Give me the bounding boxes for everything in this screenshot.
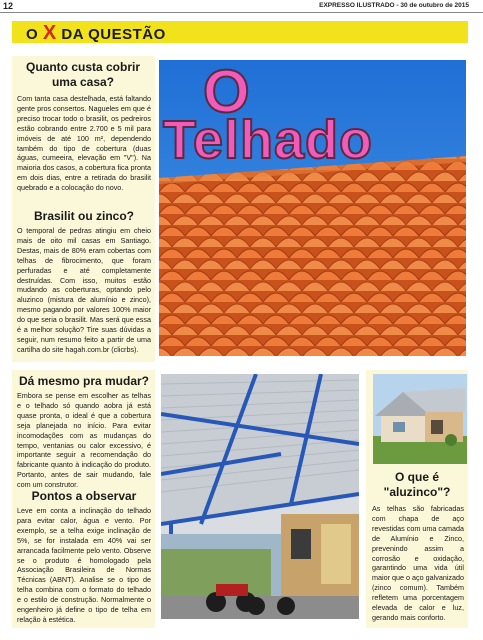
body-aluzinco: As telhas são fabricadas com chapa de aço revestidas com uma camada de Alumínio e Zinco, prevenindo assim a corrosão e oxidação, garantindo uma vida útil maior que o aço galvanizado (zinco comum). Também refletem uma porcentagem elevada de calor e luz, gerando mais conforto. bbox=[372, 504, 464, 622]
metal-roof-image bbox=[161, 374, 359, 619]
publication-line: EXPRESSO ILUSTRADO - 30 de outubro de 2015 bbox=[319, 2, 469, 9]
metal-roof-photo bbox=[161, 374, 359, 619]
section-suffix: DA QUESTÃO bbox=[56, 26, 166, 43]
heading-custo: Quanto custa cobrir uma casa? bbox=[25, 60, 141, 89]
hero-title-telhado: Telhado bbox=[163, 110, 374, 170]
page-header bbox=[0, 0, 483, 14]
header-rule bbox=[0, 12, 483, 13]
body-brasilit: O temporal de pedras atingiu em cheio mais de oito mil casas em Santiago. Destas, mais de 80% eram cobertas com telhas de fibrocimento, que foram perfuradas e até completamente destruídas. Com isso, muitos estão mudando as coberturas, optando pelo aluzinco (mistura de alumínio e zinco), mesmo pagando por valores 100% maior do que seria o brasilit. Mas será que essa é a melhor solução? Tire suas dúvidas a seguir, num resumo feito a partir de uma cartilha do site hagah.com.br (clicrbs). bbox=[17, 226, 151, 354]
house-photo bbox=[373, 374, 467, 464]
heading-aluzinco: O que é "aluzinco"? bbox=[383, 470, 451, 499]
section-banner bbox=[12, 21, 468, 43]
body-custo: Com tanta casa destelhada, está faltando gente pros consertos. Nagueles em que é preciso trocar todo o brasilit, os pedreiros estão cobrando entre 2.700 e 5 mil para imóveis de até 100 m², dependendo também do tipo de cobertura (duas águas, cumeeira, elevação em "V"). Na maioria dos casos, a cobertura fica pronta em dois dias, entre a retirada do brasilit quebrado e a colocação do novo. bbox=[17, 94, 151, 193]
house-image bbox=[373, 374, 467, 464]
hero-title-o: O bbox=[203, 58, 250, 125]
section-prefix: O bbox=[26, 26, 43, 43]
body-mudar: Embora se pense em escolher as telhas e o telhado só quando aobra já está quase pronta, o ideal é que a cobertura seja planejada no início. Para evitar incomodações com as mudanças do tempo, ventanias ou calor excessivo, é importante seguir a recomendação do fabricante quanto à indicação do produto. Portanto, antes de sair mudando, fale com um construtor. bbox=[17, 391, 151, 490]
heading-observar: Pontos a observar bbox=[31, 489, 137, 503]
heading-brasilit: Brasilit ou zinco? bbox=[33, 209, 134, 223]
body-observar: Leve em conta a inclinação do telhado para evitar calor, água e vento. Por exemplo, se a telha exige inclinação de 5%, se for instalada em 40% vai ser arrancada facilmente pelo vento. Observe se o produto é homologado pela Associação Brasileira de Normas Técnicas (ABNT). Analise se o tipo de telha combina com o formato do telhado e o estilo de construção. Normalmente o engenheiro já define o tipo de telha em relação à estética. bbox=[17, 506, 151, 624]
section-x-mark: X bbox=[42, 22, 57, 44]
heading-mudar: Dá mesmo pra mudar? bbox=[18, 374, 150, 388]
section-title bbox=[26, 22, 166, 45]
page-number: 12 bbox=[3, 1, 14, 11]
